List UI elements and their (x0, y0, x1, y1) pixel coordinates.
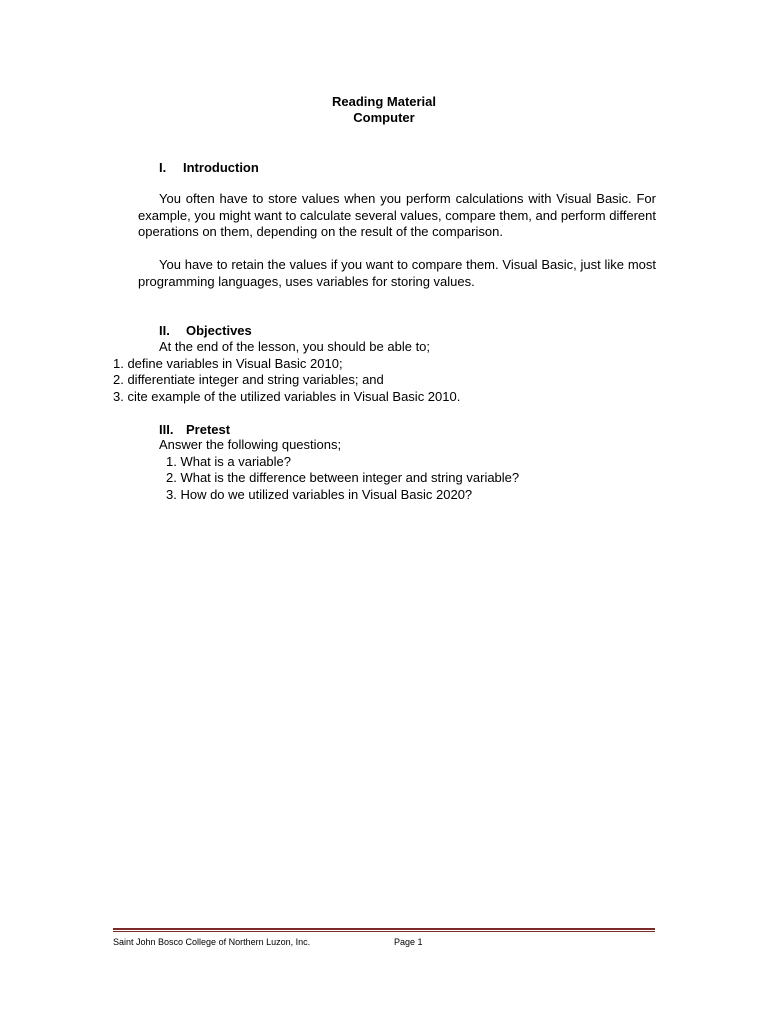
pretest-intro: Answer the following questions; (159, 437, 342, 452)
footer-rule (113, 928, 655, 930)
objective-item: 3. cite example of the utilized variables in Visual Basic 2010. (113, 389, 461, 404)
section-number: I. (159, 160, 167, 175)
section-heading-text: Objectives (186, 323, 252, 338)
pretest-question: 1. What is a variable? (166, 454, 292, 469)
section-heading-text: Introduction (183, 160, 259, 175)
section-heading-introduction (159, 160, 259, 176)
document-title: Reading Material (331, 94, 437, 109)
section-number: III. (159, 422, 174, 437)
footer-rule (113, 931, 655, 932)
objectives-intro: At the end of the lesson, you should be able to; (159, 339, 431, 354)
section-heading-pretest (159, 422, 230, 438)
objective-item: 1. define variables in Visual Basic 2010; (113, 356, 343, 371)
section-heading-text: Pretest (186, 422, 231, 437)
pretest-question: 3. How do we utilized variables in Visual Basic 2020? (166, 487, 473, 502)
introduction-paragraph-2: You have to retain the values if you want to compare them. Visual Basic, just like most programming languages, uses variables for storing values. (138, 257, 656, 289)
pretest-question: 2. What is the difference between integer and string variable? (166, 470, 520, 485)
section-number: II. (159, 323, 170, 338)
footer-page-number: Page 1 (394, 937, 423, 947)
document-subtitle: Computer (353, 110, 415, 125)
introduction-paragraph-1: You often have to store values when you perform calculations with Visual Basic. For example, you might want to calculate several values, compare them, and perform different operations on them, depending on the result of the comparison. (138, 191, 656, 239)
footer-institution: Saint John Bosco College of Northern Luzon, Inc. (113, 937, 311, 947)
objective-item: 2. differentiate integer and string variables; and (113, 372, 384, 387)
section-heading-objectives (159, 323, 252, 339)
